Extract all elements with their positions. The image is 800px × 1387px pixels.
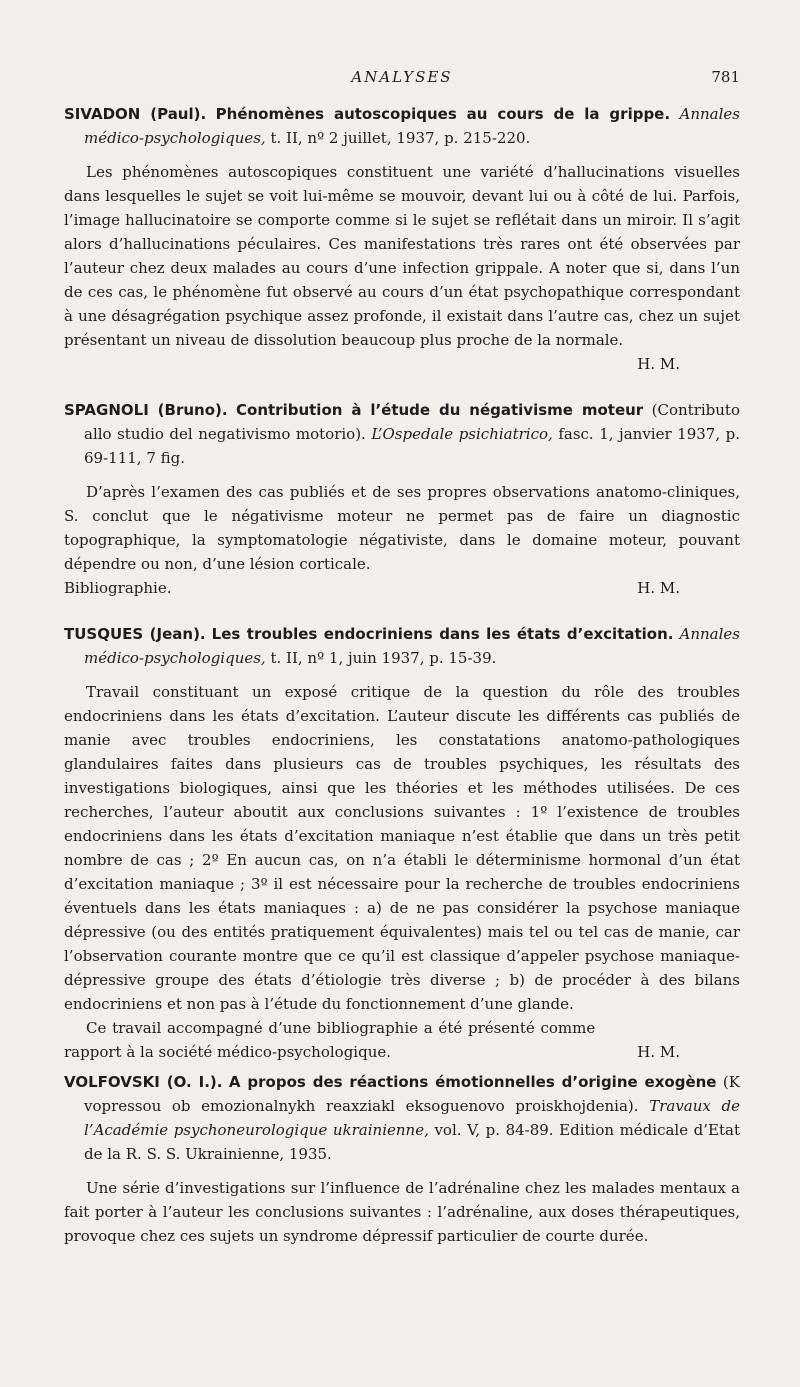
citation: t. II, nº 2 juillet, 1937, p. 215-220. — [270, 129, 531, 147]
citation: t. II, nº 1, juin 1937, p. 15-39. — [270, 649, 497, 667]
review-entry-tusques — [64, 622, 740, 1064]
journal-name: Annales médico-psychologiques, — [84, 625, 740, 667]
abstract-closing-text: Ce travail accompagné d’une bibliographie a été présenté comme rapport à la société médico-psychologique. — [64, 1019, 596, 1061]
author: VOLFOVSKI (O. I.). — [64, 1073, 223, 1091]
abstract-text: Travail constituant un exposé critique de la question du rôle des troubles endocriniens dans les états d’excitation. L’auteur discute les différents cas publiés de manie avec troubles endocriniens, les constatations anatomo-pathologiques glandulaires faites dans plusieurs cas de troubles psychiques, les résultats des investigations biologiques, ainsi que les théories et les méthodes utilisées. De ces recherches, l’auteur aboutit aux conclusions suivantes : 1º l’existence de troubles endocriniens dans les états d’excitation maniaque n’est établie que dans un très petit nombre de cas ; 2º En aucun cas, on n’a établi le déterminisme hormonal d’un état d’excitation maniaque ; 3º il est nécessaire pour la recherche de troubles endocriniens éventuels dans les états maniaques : a) de ne pas considérer la psychose maniaque dépressive (ou des entités pratiquement équivalentes) mais tel ou tel cas de manie, car l’observation courante montre que ce qu’il est classique d’appeler psychose maniaque-dépressive groupe des états d’étiologie très diverse ; b) de procéder à des bilans endocriniens et non pas à l’étude du fonctionnement d’une glande. — [64, 683, 740, 1013]
reviewer-initials: H. M. — [637, 355, 680, 373]
review-entry-sivadon — [64, 102, 740, 376]
author: TUSQUES (Jean). — [64, 625, 206, 643]
closing-line — [64, 1016, 740, 1064]
citation: vol. V, p. 84-89. Edition médicale d’Etat de la R. S. S. Ukrainienne, 1935. — [84, 1121, 740, 1163]
original-title: (Contributo allo studio del negativismo motorio). — [84, 401, 740, 443]
author: SIVADON (Paul). — [64, 105, 207, 123]
review-entry-spagnoli — [64, 398, 740, 600]
reviewer-initials: H. M. — [637, 1043, 680, 1061]
page-number: 781 — [711, 68, 740, 86]
author: SPAGNOLI (Bruno). — [64, 401, 228, 419]
article-title: Contribution à l’étude du négativisme moteur — [236, 401, 644, 419]
reference — [64, 398, 740, 470]
review-entry-volfovski — [64, 1070, 740, 1248]
article-title: Les troubles endocriniens dans les états d’excitation. — [211, 625, 674, 643]
reference — [64, 622, 740, 670]
abstract — [64, 160, 740, 352]
reference — [64, 1070, 740, 1166]
citation: fasc. 1, janvier 1937, p. 69-111, 7 fig. — [84, 425, 740, 467]
article-title: Phénomènes autoscopiques au cours de la grippe. — [215, 105, 671, 123]
abstract — [64, 480, 740, 576]
journal-name: Travaux de l’Académie psychoneurologique ukrainienne, — [84, 1097, 740, 1139]
abstract-text: D’après l’examen des cas publiés et de ses propres observations anatomo-cliniques, S. conclut que le négativisme moteur ne permet pas de faire un diagnostic topographique, la symptomatologie négativiste, dans le domaine moteur, pouvant dépendre ou non, d’une lésion corticale. — [64, 483, 740, 573]
article-title: A propos des réactions émotionnelles d’origine exogène — [228, 1073, 717, 1091]
reference — [64, 102, 740, 150]
bibliography-note: Bibliographie. — [64, 579, 172, 597]
running-header — [64, 68, 740, 92]
running-title: ANALYSES — [351, 68, 453, 86]
reviewer-initials: H. M. — [637, 579, 680, 597]
abstract-text: Les phénomènes autoscopiques constituent une variété d’hallucinations visuelles dans lesquelles le sujet se voit lui-même se mouvoir, devant lui ou à côté de lui. Parfois, l’image hallucinatoire se comporte comme si le sujet se reflétait dans un miroir. Il s’agit alors d’hallucinations péculaires. Ces manifestations très rares ont été observées par l’auteur chez deux malades au cours d’une infection grippale. A noter que si, dans l’un de ces cas, le phénomène fut observé au cours d’un état psychopathique correspondant à une désagrégation psychique assez profonde, il existait dans l’autre cas, chez un sujet présentant un niveau de dissolution beaucoup plus proche de la normale. — [64, 163, 740, 349]
abstract — [64, 1176, 740, 1248]
abstract-text: Une série d’investigations sur l’influence de l’adrénaline chez les malades mentaux a fait porter à l’auteur les conclusions suivantes : l’adrénaline, aux doses thérapeutiques, provoque chez ces sujets un syndrome dépressif particulier de courte durée. — [64, 1179, 740, 1245]
journal-name: Annales médico-psychologiques, — [84, 105, 740, 147]
journal-name: L’Ospedale psichiatrico, — [371, 425, 553, 443]
original-title: (K vopressou ob emozionalnykh reaxziakl eksoguenovo proiskhojdenia). — [84, 1073, 740, 1115]
abstract — [64, 680, 740, 1016]
bibliography-line — [64, 576, 740, 600]
